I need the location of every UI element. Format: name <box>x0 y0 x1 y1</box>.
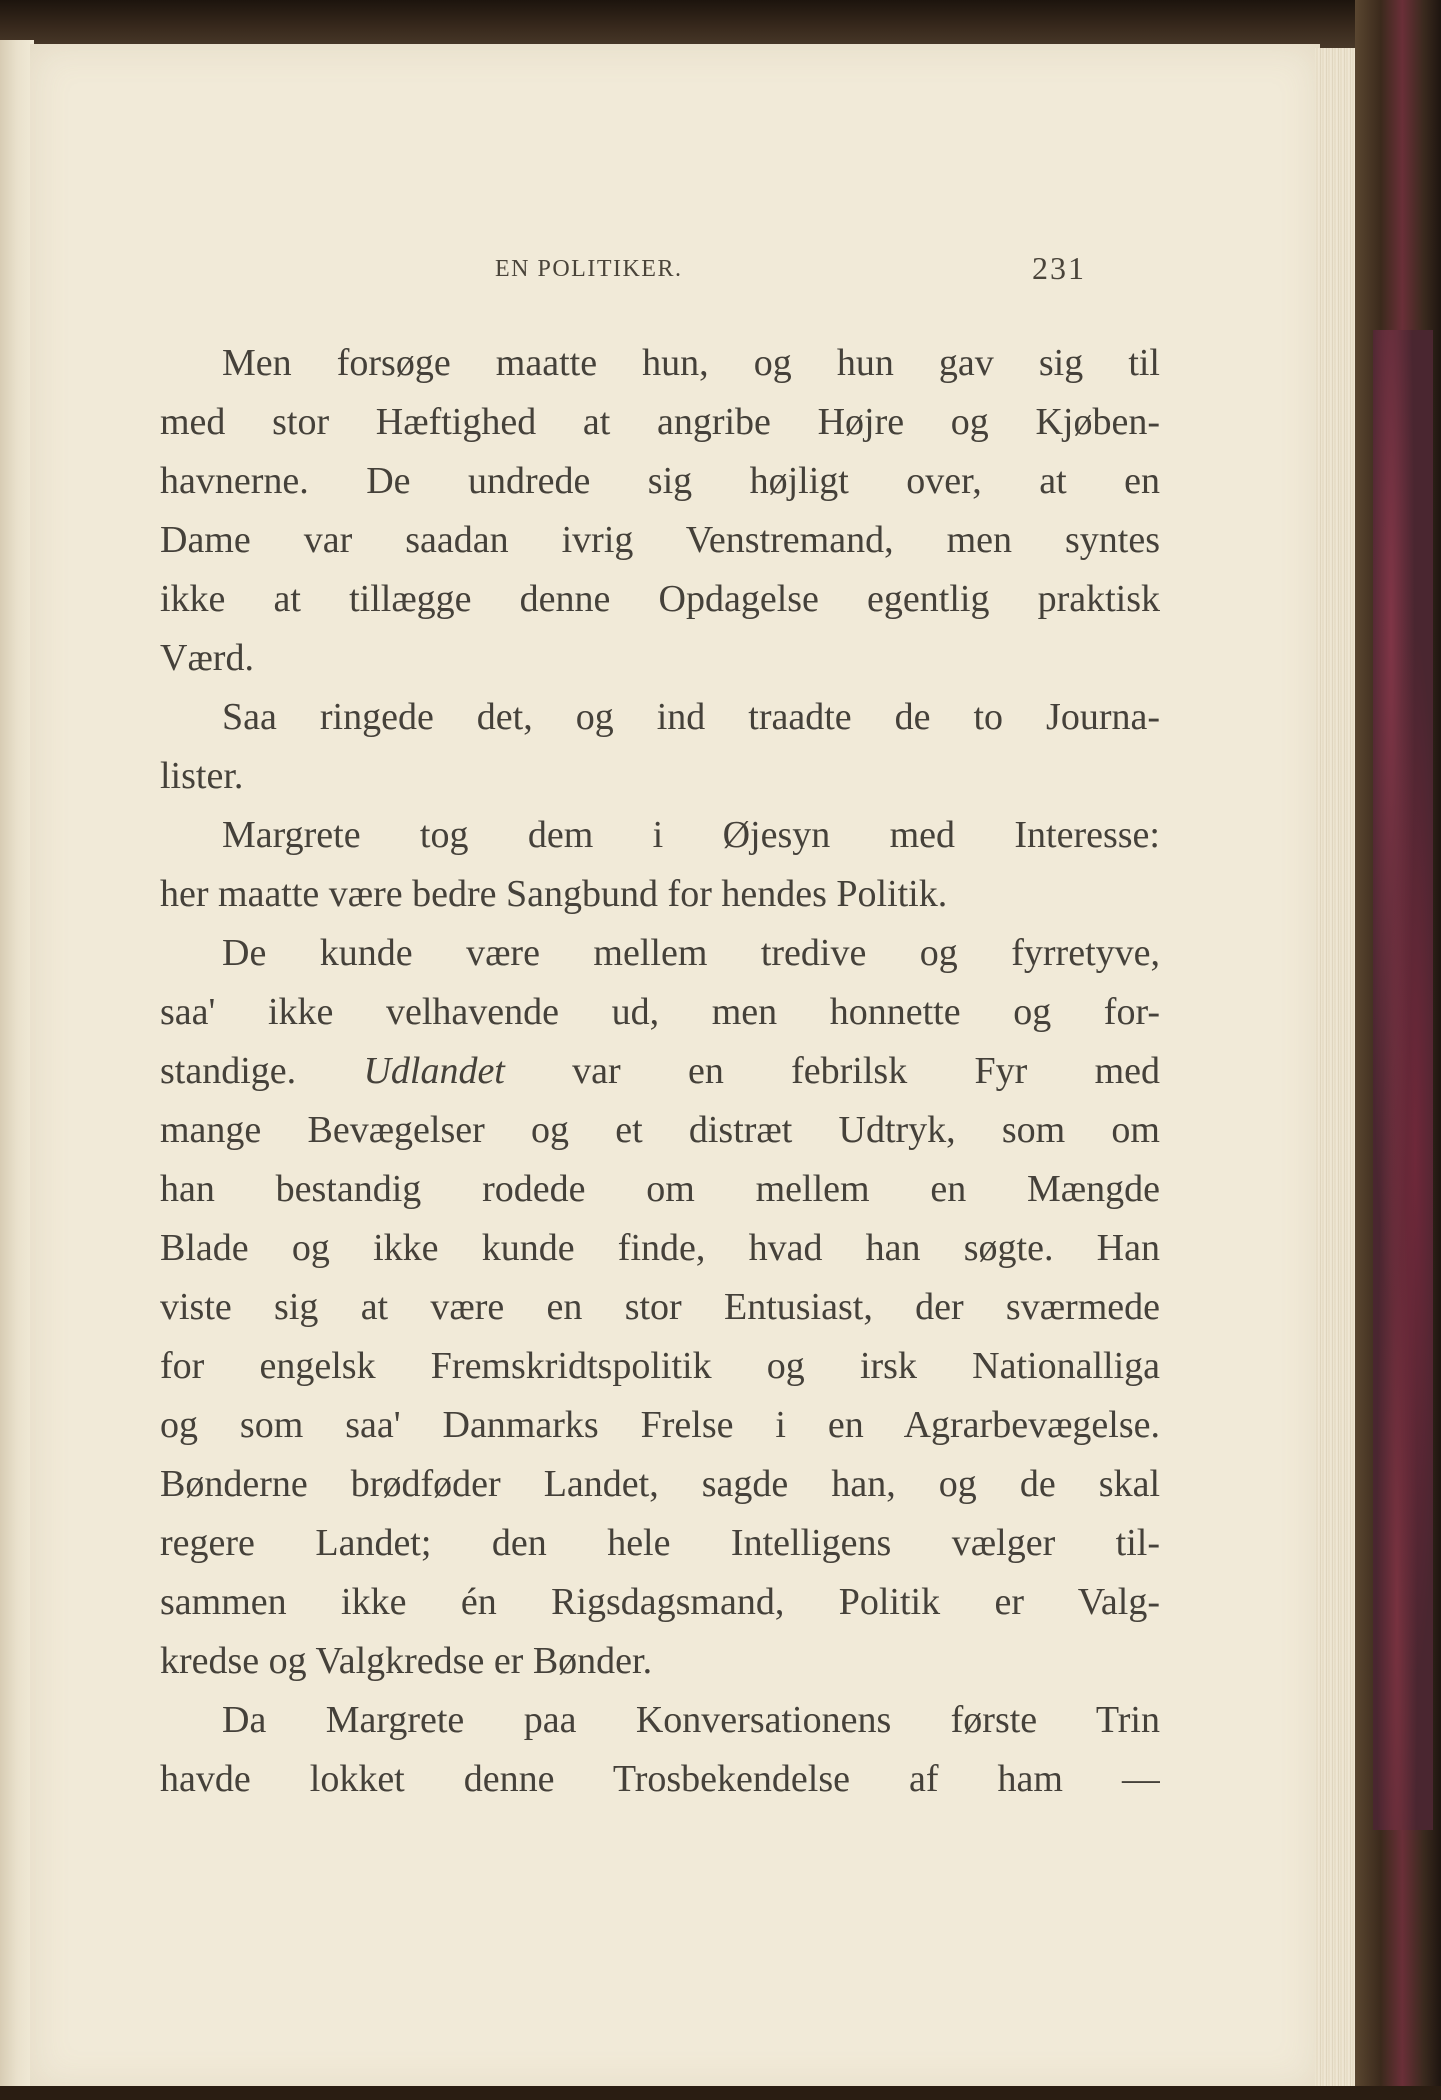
text-line: med stor Hæftighed at angribe Højre og Kjøben- <box>160 401 1160 443</box>
text-line: han bestandig rodede om mellem en Mængde <box>160 1168 1160 1210</box>
text-line: De kunde være mellem tredive og fyrretyve, <box>222 932 1160 974</box>
text-line: mange Bevægelser og et distræt Udtryk, som om <box>160 1109 1160 1151</box>
book-binding-right <box>1355 0 1441 2100</box>
left-page-fold <box>0 40 34 2100</box>
marbled-cover <box>1373 330 1433 1830</box>
text-line: her maatte være bedre Sangbund for hendes Politik. <box>160 873 948 915</box>
text-line: kredse og Valgkredse er Bønder. <box>160 1640 653 1682</box>
text-line: lister. <box>160 755 244 797</box>
book-binding-bottom <box>0 2086 1441 2100</box>
text-line: regere Landet; den hele Intelligens vælger til- <box>160 1522 1160 1564</box>
running-head <box>30 212 1320 286</box>
text-line: Værd. <box>160 637 254 679</box>
text-line: Dame var saadan ivrig Venstremand, men syntes <box>160 519 1160 561</box>
text-line: Da Margrete paa Konversationens første Trin <box>222 1699 1160 1741</box>
page-edges <box>1315 48 1357 2088</box>
text-line-pre: standige. <box>160 1050 364 1092</box>
text-line: Bønderne brødføder Landet, sagde han, og de skal <box>160 1463 1160 1505</box>
text-line: Men forsøge maatte hun, og hun gav sig til <box>222 342 1160 384</box>
text-line: for engelsk Fremskridtspolitik og irsk Nationalliga <box>160 1345 1160 1387</box>
text-line: Margrete tog dem i Øjesyn med Interesse: <box>222 814 1160 856</box>
page-number: 231 <box>1032 250 1086 286</box>
book-binding-top <box>0 0 1441 50</box>
italic-word: Udlandet <box>363 1050 505 1092</box>
text-line: sammen ikke én Rigsdagsmand, Politik er Valg- <box>160 1581 1160 1623</box>
text-line: saa' ikke velhavende ud, men honnette og for- <box>160 991 1160 1033</box>
book-page <box>30 44 1320 2090</box>
text-line: havnerne. De undrede sig højligt over, at en <box>160 460 1160 502</box>
text-line: Blade og ikke kunde finde, hvad han søgte. Han <box>160 1227 1160 1269</box>
body-text <box>160 334 1160 1809</box>
text-line: ikke at tillægge denne Opdagelse egentlig praktisk <box>160 578 1160 620</box>
text-line-post: var en febrilsk Fyr med <box>504 1050 1160 1092</box>
text-line: Saa ringede det, og ind traadte de to Journa- <box>222 696 1160 738</box>
text-line: og som saa' Danmarks Frelse i en Agrarbevægelse. <box>160 1404 1160 1446</box>
text-line <box>160 1042 1160 1101</box>
text-line: havde lokket denne Trosbekendelse af ham — <box>160 1758 1160 1800</box>
text-line: viste sig at være en stor Entusiast, der sværmede <box>160 1286 1160 1328</box>
running-title: EN POLITIKER. <box>495 256 683 282</box>
